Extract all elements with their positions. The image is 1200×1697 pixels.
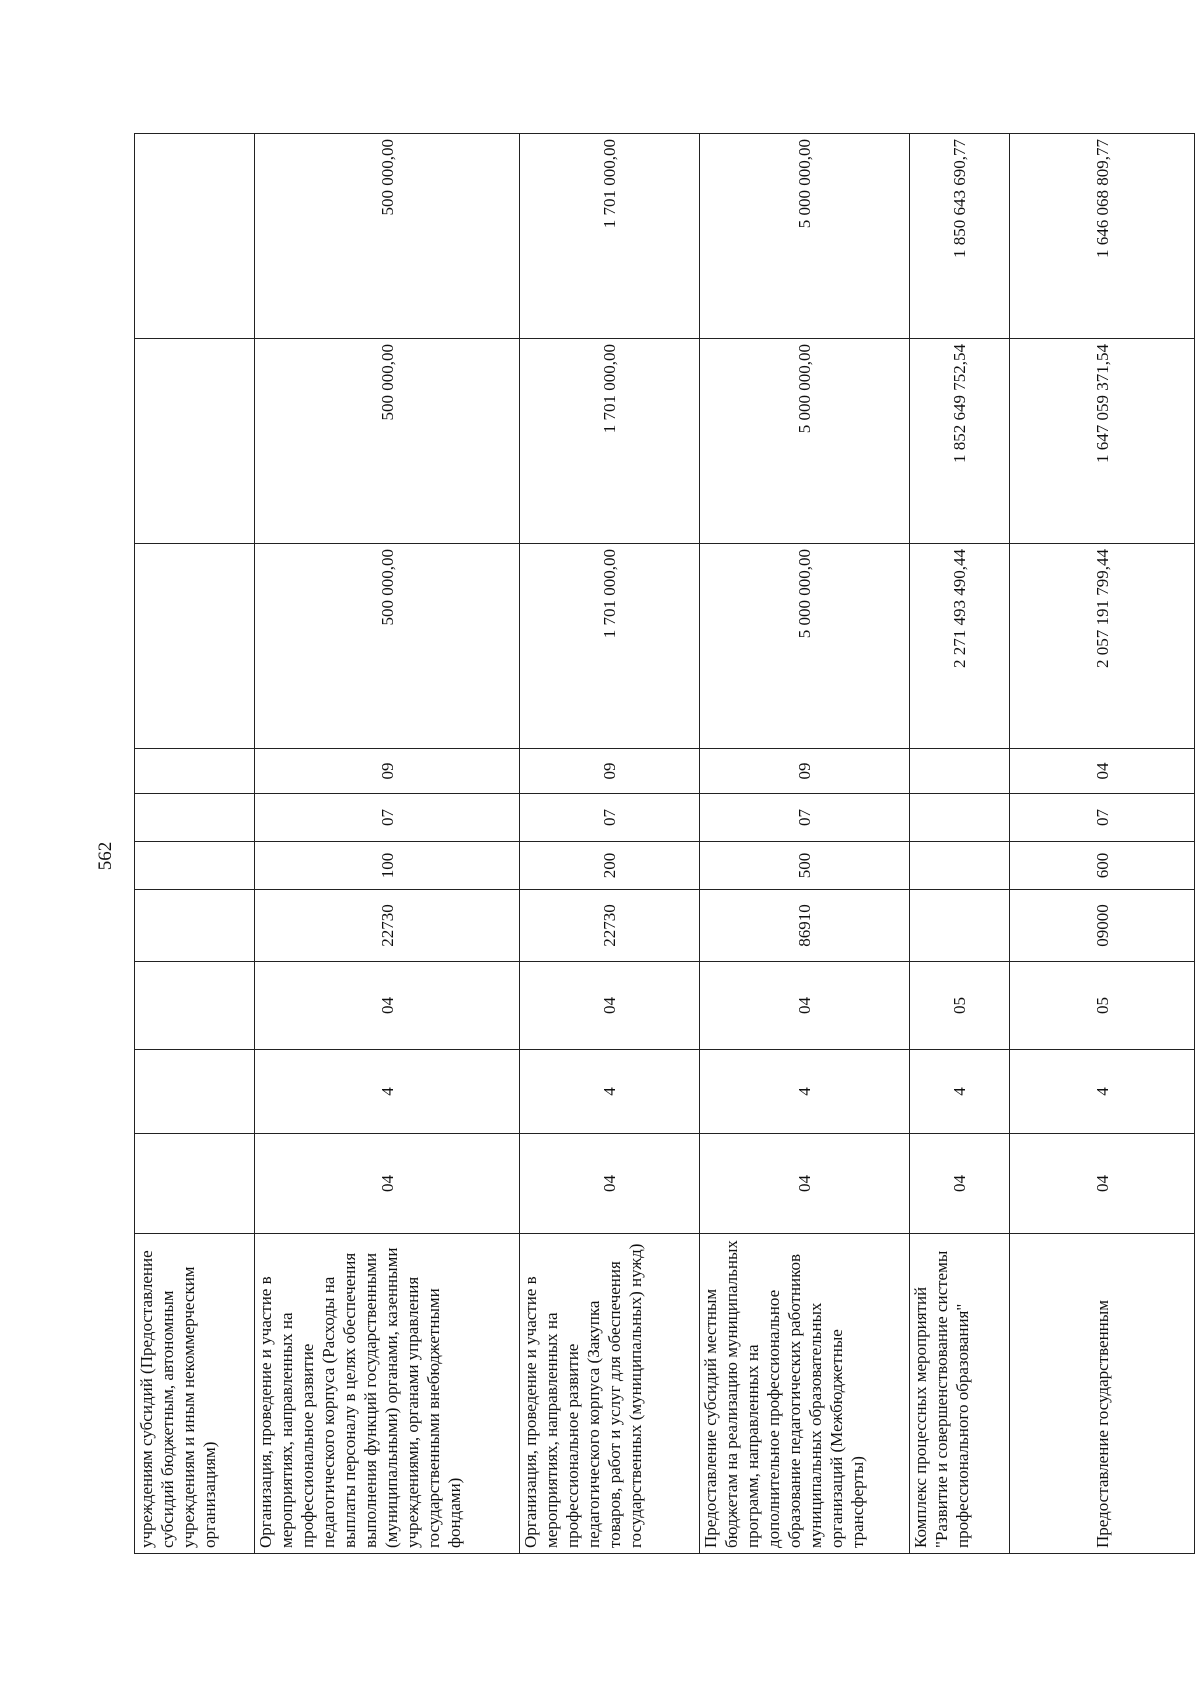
code-cell: 100 [255, 842, 520, 890]
amount-cell: 1 701 000,00 [520, 544, 700, 749]
row-description: Организация, проведение и участие в мероприятиях, направленных на профессиональное развитие педагогического корпуса (Расходы на выплаты персоналу в целях обеспечения выполнения функций государственными (муниципальными) органами, казенными учреждениями, органами управления государственными внебюджетными фондами) [255, 1234, 520, 1554]
amount-cell: 1 852 649 752,54 [910, 339, 1010, 544]
amount-cell: 1 701 000,00 [520, 134, 700, 339]
code-cell [135, 1134, 255, 1234]
code-cell [135, 890, 255, 962]
code-cell: 200 [520, 842, 700, 890]
amount-cell: 1 701 000,00 [520, 339, 700, 544]
code-cell [910, 794, 1010, 842]
code-cell: 07 [1010, 794, 1195, 842]
amount-cell: 2 271 493 490,44 [910, 544, 1010, 749]
code-cell: 05 [910, 962, 1010, 1050]
code-cell: 07 [255, 794, 520, 842]
code-cell: 09 [700, 749, 910, 794]
amount-cell: 1 850 643 690,77 [910, 134, 1010, 339]
amount-cell: 500 000,00 [255, 544, 520, 749]
row-description: Предоставление субсидий местным бюджетам на реализацию муниципальных программ, направленных на дополнительное профессиональное образование педагогических работников муниципальных образовательных организаций (Межбюджетные трансферты) [700, 1234, 910, 1554]
amount-cell: 500 000,00 [255, 134, 520, 339]
amount-cell: 2 057 191 799,44 [1010, 544, 1195, 749]
code-cell: 09 [255, 749, 520, 794]
code-cell: 09 [520, 749, 700, 794]
code-cell: 04 [700, 962, 910, 1050]
code-cell [135, 1050, 255, 1134]
budget-table [134, 133, 1195, 1554]
code-cell [910, 749, 1010, 794]
code-cell [135, 794, 255, 842]
row-description: Комплекс процессных мероприятий "Развитие и совершенствование системы профессионального образования" [910, 1234, 1010, 1554]
code-cell: 07 [700, 794, 910, 842]
code-cell: 4 [1010, 1050, 1195, 1134]
table-row [700, 134, 910, 1554]
code-cell: 600 [1010, 842, 1195, 890]
code-cell: 22730 [255, 890, 520, 962]
amount-cell: 1 646 068 809,77 [1010, 134, 1195, 339]
code-cell: 04 [520, 962, 700, 1050]
row-description: учреждениям субсидий (Предоставление субсидий бюджетным, автономным учреждениям и иным некоммерческим организациям) [135, 1234, 255, 1554]
amount-cell [135, 134, 255, 339]
code-cell: 05 [1010, 962, 1195, 1050]
code-cell: 4 [700, 1050, 910, 1134]
code-cell: 04 [1010, 749, 1195, 794]
code-cell: 22730 [520, 890, 700, 962]
table-row [135, 134, 255, 1554]
amount-cell: 5 000 000,00 [700, 544, 910, 749]
code-cell: 04 [255, 1134, 520, 1234]
code-cell: 04 [1010, 1134, 1195, 1234]
code-cell: 04 [700, 1134, 910, 1234]
code-cell: 4 [910, 1050, 1010, 1134]
table-row [910, 134, 1010, 1554]
code-cell [910, 890, 1010, 962]
table-row [520, 134, 700, 1554]
amount-cell [135, 339, 255, 544]
code-cell: 04 [255, 962, 520, 1050]
table-row [1010, 134, 1195, 1554]
code-cell: 500 [700, 842, 910, 890]
rotated-table-wrapper [134, 134, 1194, 1554]
code-cell: 4 [520, 1050, 700, 1134]
row-description: Предоставление государственным [1010, 1234, 1195, 1554]
amount-cell: 5 000 000,00 [700, 134, 910, 339]
row-description: Организация, проведение и участие в мероприятиях, направленных на профессиональное развитие педагогического корпуса (Закупка товаров, работ и услуг для обеспечения государственных (муниципальных) нужд) [520, 1234, 700, 1554]
code-cell [135, 842, 255, 890]
code-cell: 86910 [700, 890, 910, 962]
code-cell [910, 842, 1010, 890]
code-cell [135, 962, 255, 1050]
code-cell [135, 749, 255, 794]
page-number: 562 [95, 841, 116, 871]
code-cell: 09000 [1010, 890, 1195, 962]
code-cell: 4 [255, 1050, 520, 1134]
amount-cell [135, 544, 255, 749]
table-row [255, 134, 520, 1554]
code-cell: 04 [520, 1134, 700, 1234]
amount-cell: 1 647 059 371,54 [1010, 339, 1195, 544]
code-cell: 04 [910, 1134, 1010, 1234]
amount-cell: 5 000 000,00 [700, 339, 910, 544]
amount-cell: 500 000,00 [255, 339, 520, 544]
code-cell: 07 [520, 794, 700, 842]
